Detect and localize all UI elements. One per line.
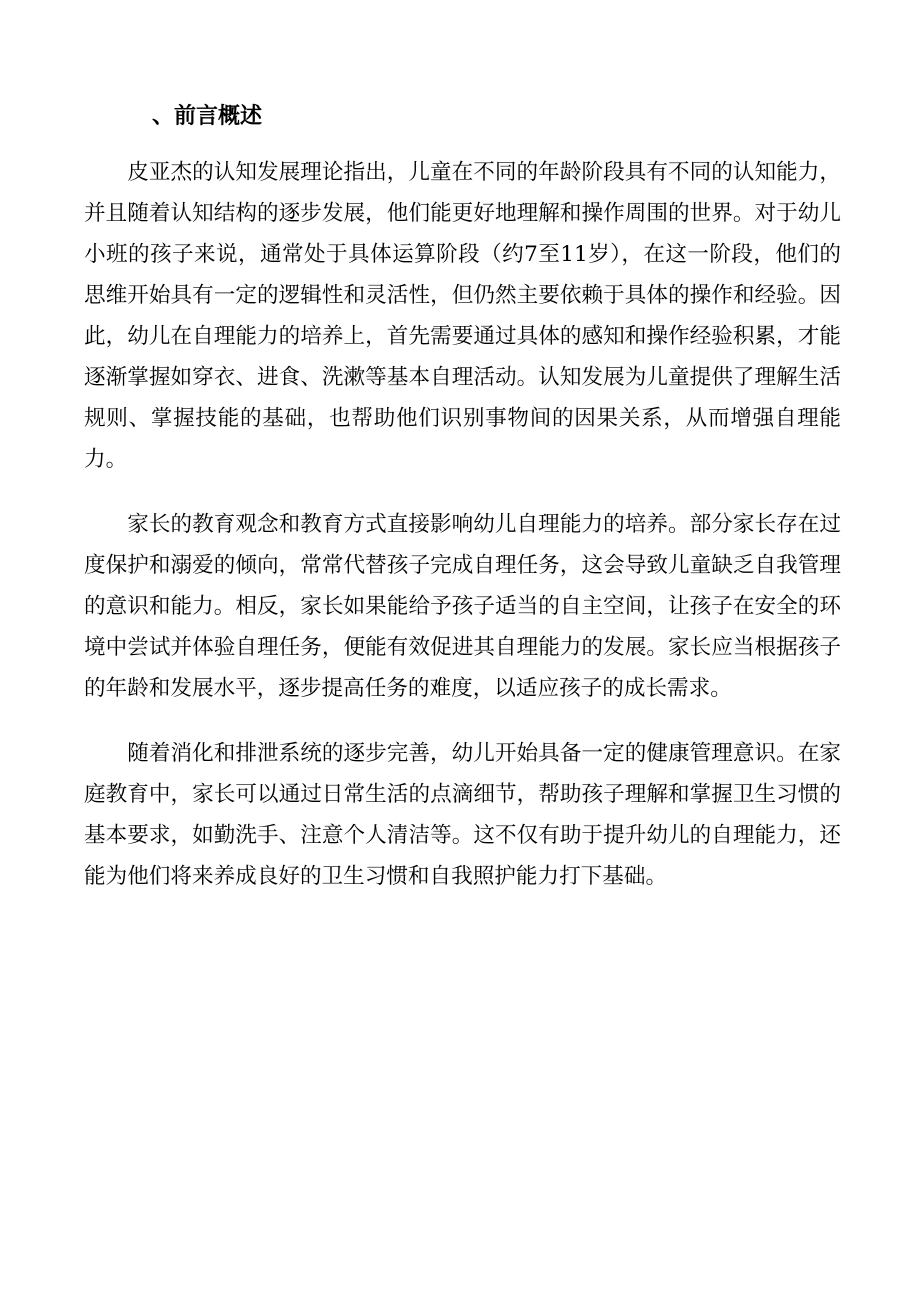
paragraph-health-habits: 随着消化和排泄系统的逐步完善，幼儿开始具备一定的健康管理意识。在家庭教育中，家长可以通过日常生活的点滴细节，帮助孩子理解和掌握卫生习惯的基本要求，如勤洗手、注意个人清洁等。这不仅有助于提升幼儿的自理能力，还能为他们将来养成良好的卫生习惯和自我照护能力打下基础。 xyxy=(84,741,841,889)
paragraph-parental-education: 家长的教育观念和教育方式直接影响幼儿自理能力的培养。部分家长存在过度保护和溺爱的倾向，常常代替孩子完成自理任务，这会导致儿童缺乏自我管理的意识和能力。相反，家长如果能给予孩子适当的自主空间，让孩子在安全的环境中尝试并体验自理任务，便能有效促进其自理能力的发展。家长应当根据孩子的年龄和发展水平，逐步提高任务的难度，以适应孩子的成长需求。 xyxy=(84,512,841,701)
document-body xyxy=(84,152,841,897)
section-heading: 、前言概述 xyxy=(152,103,263,129)
paragraph-cognitive-development: 皮亚杰的认知发展理论指出，儿童在不同的年龄阶段具有不同的认知能力，并且随着认知结构的逐步发展，他们能更好地理解和操作周围的世界。对于幼儿小班的孩子来说，通常处于具体运算阶段（约7至11岁），在这一阶段，他们的思维开始具有一定的逻辑性和灵活性，但仍然主要依赖于具体的操作和经验。因此，幼儿在自理能力的培养上，首先需要通过具体的感知和操作经验积累，才能逐渐掌握如穿衣、进食、洗漱等基本自理活动。认知发展为儿童提供了理解生活规则、掌握技能的基础，也帮助他们识别事物间的因果关系，从而增强自理能力。 xyxy=(84,160,841,472)
